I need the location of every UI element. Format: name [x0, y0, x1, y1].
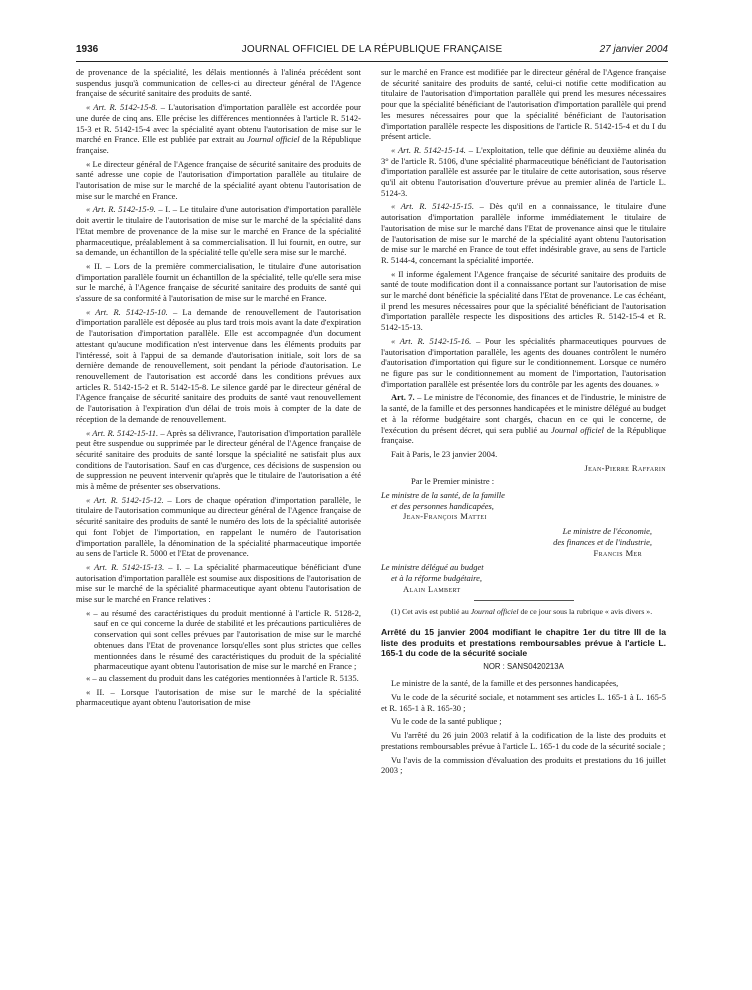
article-paragraph: [76, 307, 361, 425]
article-ref: « Art. R. 5142-15-13.: [86, 561, 165, 572]
article-text: – Lors de chaque opération d'importation parallèle, le titulaire de l'autorisation communique au directeur général de l'Agence française de sécurité sanitaire des produits de santé le numéro des lots de la spécialité autorisée qui font l'objet de l'importation, en rappelant le numéro de l'autorisation d'importation parallèle, la dénomination de la spécialité pharmaceutique importée au sens de l'article R. 5000 et l'Etat de provenance.: [76, 494, 362, 559]
page-header: [76, 44, 668, 60]
minister-title: des finances et de l'industrie,: [553, 536, 652, 547]
article-ref: « Art. R. 5142-15-11.: [86, 427, 159, 438]
visa-paragraph: Vu le code de la santé publique ;: [391, 716, 502, 727]
article-paragraph: [381, 392, 666, 446]
article-paragraph: [381, 336, 666, 390]
signing-place-date: Fait à Paris, le 23 janvier 2004.: [391, 448, 498, 459]
minister-title: et des personnes handicapées,: [391, 500, 494, 511]
article-ref: « Art. R. 5142-15-9.: [86, 204, 156, 215]
footnote-text: de ce jour sous la rubrique « avis divers ».: [518, 607, 653, 617]
article-ref: « Art. R. 5142-15-10.: [86, 306, 168, 317]
signatory-name: Alain Lambert: [403, 583, 461, 594]
signature-intro: Par le Premier ministre :: [411, 476, 495, 487]
article-text: – La demande de renouvellement de l'autorisation d'importation parallèle est déposée au plus tard trois mois avant la date d'expiration de l'autorisation d'importation parallèle. Elle est accompagnée d'un document attestant qu'aucune modification n'est intervenue dans les éléments produits par l'intéressé, soit à l'appui de sa demande d'autorisation initiale, soit lors de sa dernière demande de renouvellement, soit pendant la période d'autorisation. Le renouvellement de l'autorisation est accordé dans les conditions prévues aux articles R. 5142-15-2 et R. 5142-15-8. Le silence gardé par le directeur général de l'Agence française de sécurité sanitaire des produits de santé vaut renouvellement de l'autorisation à l'expiration d'un délai de trois mois à compter de la date de réception de la demande de renouvellement.: [76, 306, 361, 424]
article-paragraph: [381, 201, 666, 265]
signature-block-sante: [381, 490, 666, 522]
signature-block-budget: [381, 562, 666, 594]
article-paragraph: [76, 428, 361, 492]
list-item: « – au classement du produit dans les catégories mentionnées à l'article R. 5135.: [86, 672, 359, 683]
article-paragraph: [76, 562, 361, 605]
list-item: « – au résumé des caractéristiques du produit mentionné à l'article R. 5128-2, sauf en ce qui concerne la durée de stabilité et les précautions particulières de conservation qui sont celles prévues par l'autorisation de mise sur le marché obtenues dans l'Etat de provenance lorsqu'elles sont plus strictes que celles mentionnées dans le résumé des caractéristiques du produit de la spécialité pharmaceutique ayant obtenu l'autorisation de mise sur le marché en France ;: [86, 607, 361, 672]
signatory-name: Francis Mer: [593, 547, 642, 558]
footnote-text: (1) Cet avis est publié au: [391, 607, 471, 617]
relative-list: [76, 608, 361, 684]
article-ref: « Art. R. 5142-15-12.: [86, 494, 164, 505]
footnote: [381, 607, 666, 617]
paragraph: « II. – Lors de la première commercialisation, le titulaire d'une autorisation d'importation parallèle fournit un échantillon de la spécialité, telle qu'elle sera mise sur le marché, à l'Agence française de sécurité sanitaire des produits de santé qui s'assure de sa conformité à l'autorisation de mise sur le marché en France.: [76, 260, 361, 304]
left-column: [76, 67, 361, 711]
article-text: de la République française.: [76, 134, 361, 155]
journal-ref: Journal officiel: [470, 607, 519, 617]
article-text: – L'exploitation, telle que définie au deuxième alinéa du 3° de l'article R. 5106, d'une spécialité pharmaceutique bénéficiant de l'autorisation d'importation parallèle est assurée par le titulaire de cette autorisation, sous réserve qu'il ait obtenu l'autorisation d'ouverture prévue au premier alinéa de l'article L. 5124-3.: [381, 144, 666, 198]
paragraph: « II. – Lorsque l'autorisation de mise sur le marché de la spécialité pharmaceutique ayant obtenu l'autorisation de mise: [76, 686, 361, 708]
article-paragraph: [76, 204, 361, 258]
article-ref: « Art. R. 5142-15-8.: [86, 102, 158, 113]
article-text: de la République française.: [381, 424, 666, 446]
separator-line: [474, 600, 574, 601]
article-text: – L'autorisation d'importation parallèle est accordée pour une durée de cinq ans. Elle précise les différences mentionnées à l'article R. 5142-15-3 et R. 5142-15-4 avec la spécialité ayant obtenu l'autorisation de mise sur le marché en France. Elle est publiée par extrait au: [76, 102, 361, 145]
article-paragraph: [76, 102, 361, 156]
article-text: – Après sa délivrance, l'autorisation d'importation parallèle peut être suspendue ou supprimée par le directeur général de l'Agence française de sécurité sanitaire des produits de santé lorsque la spécialité ne satisfait plus aux conditions de l'autorisation. Sauf en cas d'urgence, ces décisions de suspension ou de suppression ne peuvent intervenir qu'après que le titulaire de l'autorisation a été mis à même de présenter ses observations.: [76, 427, 361, 492]
visa-paragraph: Vu le code de la sécurité sociale, et notamment ses articles L. 165-1 à L. 165-5 et R. 165-1 à R. 165-30 ;: [381, 692, 666, 713]
signatory-name: Jean-Pierre Raffarin: [584, 462, 666, 473]
arrete-title: Arrêté du 15 janvier 2004 modifiant le chapitre 1er du titre III de la liste des produits et prestations remboursables prévue à l'article L. 165-1 du code de la sécurité sociale: [381, 627, 666, 659]
article-ref: « Art. R. 5142-15-14.: [391, 144, 466, 155]
article-text: – I. – Le titulaire d'une autorisation d'importation parallèle doit avertir le titulaire de l'autorisation de mise sur le marché de la spécialité dans l'Etat membre de provenance de la mise sur le marché en France de la spécialité pharmaceutique, préalablement à sa commercialisation. Il lui fournit, en outre, sur sa demande, un échantillon de la spécialité telle qu'elle sera mise sur le marché.: [76, 204, 361, 258]
visa-paragraph: Vu l'arrêté du 26 juin 2003 relatif à la codification de la liste des produits et prestations remboursables prévue à l'article L. 165-1 du code de la sécurité sociale ;: [381, 730, 666, 751]
article-text: – I. – La spécialité pharmaceutique bénéficiant d'une autorisation d'importation parallèle est soumise aux dispositions de l'autorisation de mise sur le marché de la spécialité pharmaceutique ayant obtenu l'autorisation de mise sur le marché en France relatives :: [76, 561, 362, 605]
nor-reference: NOR : SANS0420213A: [483, 661, 564, 671]
header-rule: [76, 61, 668, 62]
article-ref: « Art. R. 5142-15-16.: [391, 335, 472, 346]
minister-title: et à la réforme budgétaire,: [391, 572, 483, 583]
paragraph: de provenance de la spécialité, les délais mentionnés à l'alinéa précédent sont suspendus jusqu'à communication de celles-ci au directeur général de l'Agence française de sécurité sanitaire des produits de santé.: [76, 67, 361, 99]
page-number: 1936: [76, 44, 99, 55]
paragraph: « Il informe également l'Agence française de sécurité sanitaire des produits de santé de toute modification dont il a connaissance portant sur l'autorisation de mise sur le marché dont bénéficie la spécialité dans l'Etat de provenance. Le cas échéant, il prend les mesures nécessaires pour que la spécialité bénéficiant de l'autorisation d'importation parallèle respecte les dispositions des articles R. 5142-15-4 et R. 5142-15-13.: [381, 268, 666, 333]
article-ref: « Art. R. 5142-15-15.: [391, 201, 474, 212]
journal-ref: Journal officiel: [246, 134, 300, 145]
article-text: – Pour les spécialités pharmaceutiques pourvues de l'autorisation d'importation parallèle, les agents des douanes contrôlent le numéro d'autorisation d'importation qui figure sur le conditionnement. Lorsque ce numéro ne figure pas sur le conditionnement au moment de l'importation, l'autorisation d'importation parallèle est présentée lors du contrôle par les agents des douanes. »: [381, 335, 666, 389]
visa-paragraph: Le ministre de la santé, de la famille et des personnes handicapées,: [391, 678, 619, 689]
paragraph: « Le directeur général de l'Agence française de sécurité sanitaire des produits de santé adresse une copie de l'autorisation d'importation parallèle au titulaire de l'autorisation de mise sur le marché de la spécialité ayant obtenu l'autorisation de mise sur le marché en France.: [76, 158, 361, 201]
signature-block-pm: [381, 463, 666, 474]
issue-date: 27 janvier 2004: [599, 44, 668, 55]
article-text: – Le ministre de l'économie, des finances et de l'industrie, le ministre de la santé, de la famille et des personnes handicapées et le ministre délégué au budget et à la réforme budgétaire sont chargés, chacun en ce qui le concerne, de l'exécution du présent décret, qui sera publié au: [381, 392, 666, 435]
journal-title: JOURNAL OFFICIEL DE LA RÉPUBLIQUE FRANÇAISE: [241, 44, 503, 55]
right-column: [381, 67, 666, 779]
paragraph: sur le marché en France est modifiée par le directeur général de l'Agence française de sécurité sanitaire des produits de santé, celui-ci notifie cette modification au titulaire de l'autorisation d'importation parallèle qui prend les mesures nécessaires pour que la spécialité bénéficiant de l'autorisation d'importation parallèle qui prend les mesures nécessaires pour que la spécialité bénéficiant de l'autorisation d'importation parallèle respecte les dispositions de l'article R. 5142-15-4 et du I du présent article.: [381, 67, 666, 142]
article-paragraph: [76, 495, 361, 559]
signatory-name: Jean-François Mattei: [403, 511, 487, 522]
visa-paragraph: Vu l'avis de la commission d'évaluation des produits et prestations du 16 juillet 2003 ;: [381, 754, 666, 776]
minister-title: Le ministre délégué au budget: [381, 562, 484, 573]
article-paragraph: [381, 145, 666, 199]
article-ref: Art. 7.: [391, 392, 415, 403]
minister-title: Le ministre de la santé, de la famille: [381, 490, 505, 501]
signature-block-economie: [381, 526, 666, 558]
article-text: – Dès qu'il en a connaissance, le titulaire d'une autorisation d'importation parallèle informe immédiatement le titulaire de l'autorisation de mise sur le marché dans l'Etat de provenance ainsi que le titulaire de l'autorisation de mise sur le marché de la spécialité ayant obtenu l'autorisation de mise sur le marché en France de tout effet indésirable grave, au sens de l'article R. 5144-4, concernant la spécialité importée.: [381, 201, 667, 265]
minister-title: Le ministre de l'économie,: [562, 526, 652, 537]
journal-ref: Journal officiel: [550, 424, 604, 435]
